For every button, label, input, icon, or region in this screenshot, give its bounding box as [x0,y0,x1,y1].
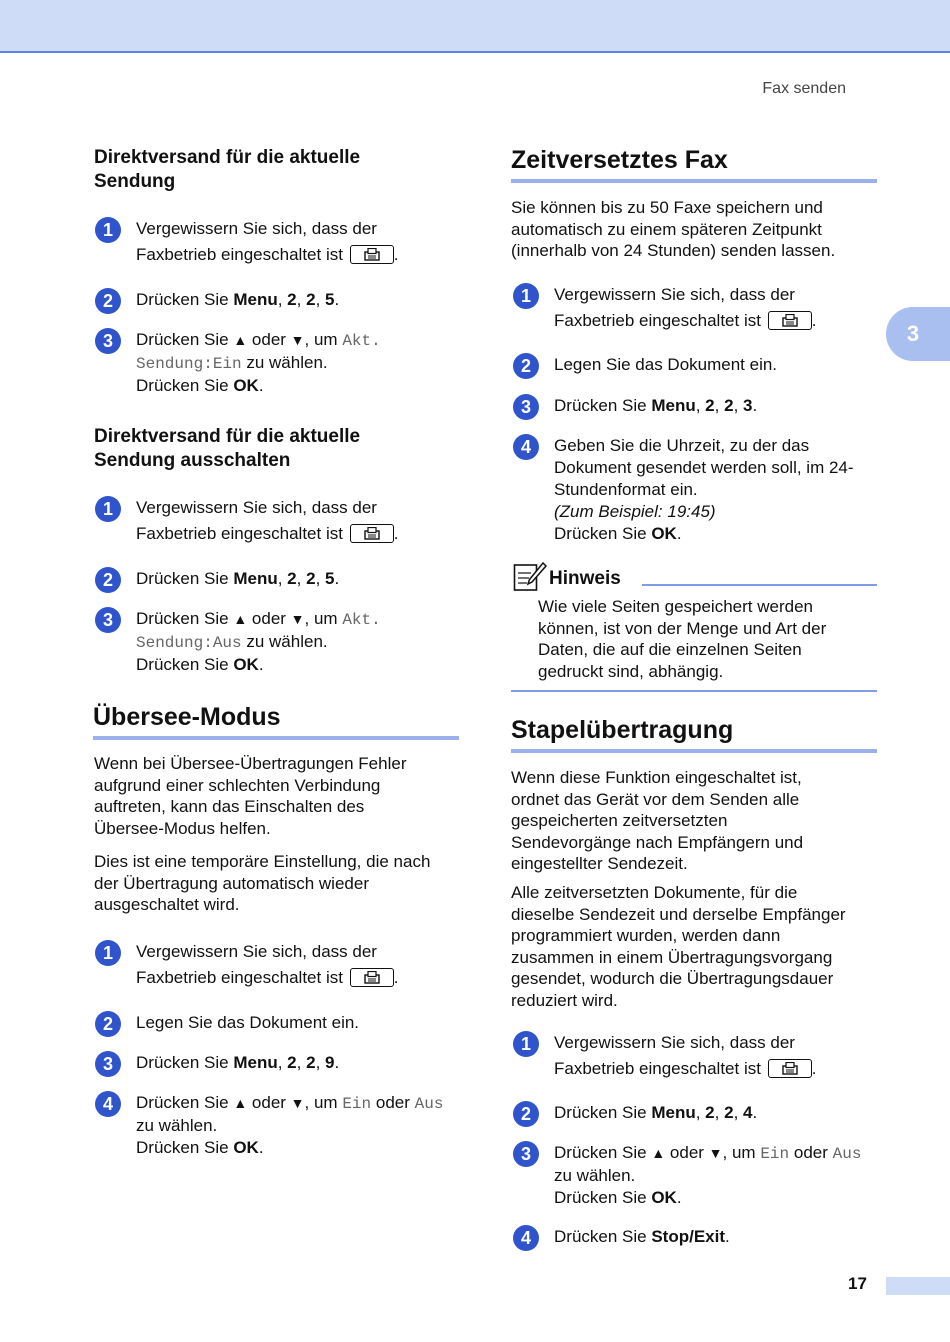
key-label: 2 [306,569,316,588]
text-line: Geben Sie die Uhrzeit, zu der das [554,436,810,455]
step-number: 2 [513,1101,539,1127]
text: Drücken Sie [136,1138,234,1157]
text-line: programmiert wurden, werden dann [511,926,781,945]
up-arrow-icon: ▲ [233,332,248,348]
paragraph [94,753,406,839]
text: Drücken Sie [554,1143,652,1162]
text: Faxbetrieb eingeschaltet ist [554,311,761,330]
text: Faxbetrieb eingeschaltet ist [136,245,343,264]
lcd-text: Ein [342,1095,372,1113]
key-label: Menu [651,396,696,415]
text: oder [789,1143,833,1162]
step-number: 1 [513,1031,539,1057]
text: . [676,524,682,543]
text-line: ordnet das Gerät vor dem Senden alle [511,789,800,809]
fax-key-icon [350,968,394,987]
text-line: gedruckt sind, abhängig. [538,661,724,681]
key-label: 2 [724,1103,734,1122]
text: , [296,569,307,588]
text-line [136,240,398,270]
text: Drücken Sie [554,1103,652,1122]
key-label: 2 [705,396,715,415]
text: Drücken Sie [136,376,234,395]
text-line: Stundenformat ein. [554,480,698,499]
text: , um [304,609,343,628]
text: , um [304,330,343,349]
text: . [752,1103,758,1122]
step-text [554,1226,730,1248]
text: Drücken Sie [136,290,234,309]
text: Drücken Sie [554,1227,652,1246]
text-line [136,329,381,352]
step-text [554,284,816,336]
key-label: Menu [651,1103,696,1122]
top-banner [0,0,950,53]
text: Drücken Sie [554,396,652,415]
running-header: Fax senden [762,80,846,97]
text: , [277,569,288,588]
text: , um [722,1143,761,1162]
down-arrow-icon: ▼ [708,1145,723,1161]
text-line [136,631,381,654]
lcd-text: Akt. [342,332,381,350]
lcd-text: Sendung:Aus [136,634,242,652]
fax-key-icon [768,1059,812,1078]
lcd-text: Akt. [342,611,381,629]
step-text [136,289,339,311]
text: Faxbetrieb eingeschaltet ist [554,1059,761,1078]
text-line: aufgrund einer schlechten Verbindung [94,775,381,795]
note-pencil-icon [513,562,547,597]
fax-key-icon [768,311,812,330]
text-line: zusammen in einem Übertragungsvorgang [511,947,833,967]
chapter-number: 3 [906,321,920,346]
text-line [136,608,381,631]
step-number: 4 [513,434,539,460]
text: . [811,311,817,330]
fax-key-icon [350,524,394,543]
text-line: zu wählen. [136,1116,218,1135]
key-label: 2 [306,290,316,309]
text: oder [247,330,291,349]
text: . [393,524,399,543]
up-arrow-icon: ▲ [233,611,248,627]
key-label: 2 [724,396,734,415]
text: , [296,1053,307,1072]
key-label: 4 [743,1103,753,1122]
note-title: Hinweis [549,568,621,589]
step-number: 3 [513,394,539,420]
step-number: 2 [95,288,121,314]
text: , [695,396,706,415]
paragraph [511,197,835,262]
text: , um [304,1093,343,1112]
step-number: 4 [513,1225,539,1251]
step-text [554,435,854,545]
text: oder [247,1093,291,1112]
key-label: Menu [233,1053,278,1072]
text-line: reduziert wird. [511,990,618,1010]
step-text [136,941,398,993]
step-number: 1 [95,496,121,522]
title-rule [511,749,877,753]
key-label: Stop/Exit [651,1227,725,1246]
text: Drücken Sie [136,1053,234,1072]
text-line: Sendevorgänge nach Empfängern und [511,832,804,852]
lcd-text: Ein [760,1145,790,1163]
text: Drücken Sie [136,655,234,674]
text-line: Vergewissern Sie sich, dass der [554,1033,795,1052]
text: , [695,1103,706,1122]
text-line [554,1142,861,1165]
step-text: Legen Sie das Dokument ein. [554,355,778,374]
text: Drücken Sie [554,524,652,543]
key-label: 3 [743,396,753,415]
text-line: Vergewissern Sie sich, dass der [136,219,377,238]
text-line [136,519,398,549]
text-line: gesendet, wodurch die Übertragungsdauer [511,969,834,988]
note-rule [642,584,877,586]
paragraph [511,767,803,875]
text: . [258,1138,264,1157]
text-line: zu wählen. [554,1166,636,1185]
up-arrow-icon: ▲ [233,1095,248,1111]
text-line [136,1092,443,1115]
text: Faxbetrieb eingeschaltet ist [136,524,343,543]
text-line [136,375,381,397]
key-label: 2 [705,1103,715,1122]
text: Drücken Sie [136,1093,234,1112]
key-label: 2 [287,569,297,588]
step-text: Legen Sie das Dokument ein. [136,1013,360,1032]
fax-key-icon [350,245,394,264]
down-arrow-icon: ▼ [290,611,305,627]
text: . [393,968,399,987]
text-line: automatisch zu einem späteren Zeitpunkt [511,219,822,239]
text: zu wählen. [241,353,328,372]
text-line: Wie viele Seiten gespeichert werden [538,597,813,616]
step-number: 3 [95,1051,121,1077]
step-text [136,1092,443,1159]
text: . [334,1053,340,1072]
text: . [258,376,264,395]
lcd-text: Aus [414,1095,444,1113]
text-line: können, ist von der Menge und Art der [538,618,827,638]
text: , [296,290,307,309]
text-line: Dies ist eine temporäre Einstellung, die nach [94,852,431,871]
text-line: Sie können bis zu 50 Faxe speichern und [511,198,823,217]
text: . [811,1059,817,1078]
step-number: 3 [95,328,121,354]
step-text [554,395,757,417]
text-line [554,306,816,336]
key-label: OK [233,376,259,395]
note-rule [511,690,877,692]
text-line [554,1187,861,1209]
step-number: 2 [95,1011,121,1037]
text: , [277,290,288,309]
heading-line: Direktversand für die aktuelle [94,426,361,447]
up-arrow-icon: ▲ [651,1145,666,1161]
text-line: der Übertragung automatisch wieder [94,873,369,893]
step-text [136,329,381,397]
text: , [277,1053,288,1072]
text-line: gespeicherten zeitversetzten [511,811,728,830]
text-line [136,1137,443,1159]
lcd-text: Sendung:Ein [136,355,242,373]
text-line: Vergewissern Sie sich, dass der [554,285,795,304]
title-rule [93,736,459,740]
key-label: OK [233,1138,259,1157]
text-line: auftreten, kann das Einschalten des [94,797,365,816]
key-label: 2 [287,290,297,309]
key-label: 2 [306,1053,316,1072]
text-line: Daten, die auf die einzelnen Seiten [538,640,802,659]
step-text [136,497,398,549]
text-line [136,654,381,676]
down-arrow-icon: ▼ [290,1095,305,1111]
step-number: 3 [513,1141,539,1167]
title-rule [511,179,877,183]
text: Drücken Sie [136,569,234,588]
text-line [136,352,381,375]
text: zu wählen. [241,632,328,651]
text: , [315,290,326,309]
step-text [136,568,339,590]
down-arrow-icon: ▼ [290,332,305,348]
section-title: Stapelübertragung [511,716,734,744]
key-label: 9 [325,1053,335,1072]
step-number: 4 [95,1091,121,1117]
key-label: 2 [287,1053,297,1072]
text-line: ausgeschaltet wird. [94,895,240,914]
key-label: OK [233,655,259,674]
subsection-heading [94,425,360,473]
heading-line: Sendung ausschalten [94,450,291,471]
text: . [334,290,340,309]
text: , [714,1103,725,1122]
paragraph [94,851,430,916]
text: Drücken Sie [136,609,234,628]
text: Drücken Sie [554,1188,652,1207]
key-label: OK [651,1188,677,1207]
step-text [136,608,381,676]
subsection-heading [94,146,360,194]
key-label: OK [651,524,677,543]
text: Drücken Sie [136,330,234,349]
text: . [393,245,399,264]
text-line: Alle zeitversetzten Dokumente, für die [511,883,798,902]
heading-line: Direktversand für die aktuelle [94,147,361,168]
note-body [538,596,826,682]
text: oder [371,1093,415,1112]
lcd-text: Aus [832,1145,862,1163]
key-label: Menu [233,290,278,309]
text: Faxbetrieb eingeschaltet ist [136,968,343,987]
text-line: Vergewissern Sie sich, dass der [136,498,377,517]
step-number: 2 [95,567,121,593]
paragraph [511,882,846,1011]
text: . [725,1227,730,1246]
step-text [554,1142,861,1209]
text: oder [247,609,291,628]
text: . [676,1188,682,1207]
step-number: 1 [95,940,121,966]
text: . [334,569,340,588]
text-line: Wenn diese Funktion eingeschaltet ist, [511,768,802,787]
key-label: 5 [325,569,335,588]
text: , [315,569,326,588]
step-text [554,1032,816,1084]
text: oder [665,1143,709,1162]
text: , [733,1103,744,1122]
step-number: 2 [513,353,539,379]
key-label: 5 [325,290,335,309]
footer-bar [886,1277,950,1295]
example-text: (Zum Beispiel: 19:45) [554,502,716,521]
text-line [554,523,854,545]
text-line: dieselbe Sendezeit und derselbe Empfänger [511,904,846,924]
text-line: (innerhalb von 24 Stunden) senden lassen. [511,241,836,260]
step-text [136,218,398,270]
text-line: eingestellter Sendezeit. [511,854,688,873]
page-number: 17 [848,1274,867,1293]
heading-line: Sendung [94,171,176,192]
text: , [714,396,725,415]
text-line: Vergewissern Sie sich, dass der [136,942,377,961]
text-line: Dokument gesendet werden soll, im 24- [554,458,854,477]
step-number: 3 [95,607,121,633]
text: , [315,1053,326,1072]
text: , [733,396,744,415]
key-label: Menu [233,569,278,588]
text-line: Übersee-Modus helfen. [94,818,271,838]
text: . [258,655,264,674]
section-title: Übersee-Modus [93,703,281,731]
text-line: Wenn bei Übersee-Übertragungen Fehler [94,754,407,773]
step-text [554,1102,757,1124]
step-number: 1 [95,217,121,243]
text-line [136,963,398,993]
step-number: 1 [513,283,539,309]
text: . [752,396,758,415]
text-line [554,1054,816,1084]
section-title: Zeitversetztes Fax [511,146,728,174]
step-text [136,1052,339,1074]
chapter-tab [886,307,950,361]
